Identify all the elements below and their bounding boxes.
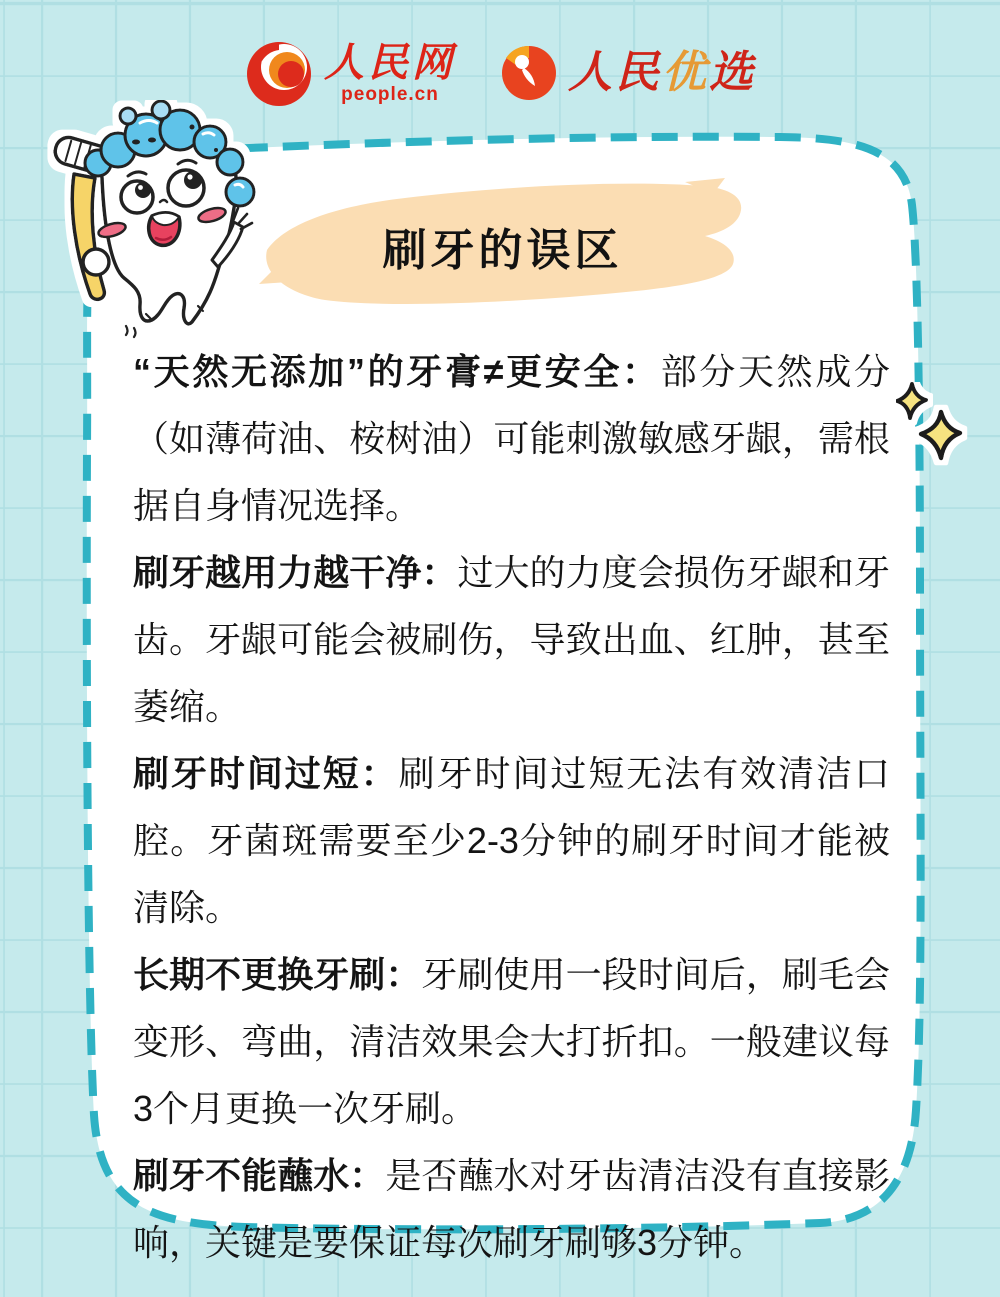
- content-text: [133, 338, 890, 1276]
- myth-item-4-lead: 长期不更换牙刷：: [133, 954, 422, 995]
- myth-item-2-lead: 刷牙越用力越干净：: [133, 552, 458, 593]
- sparkle-icon-small: [897, 384, 926, 418]
- myth-item-4-body: 牙刷使用一段时间后，刷毛会变形、弯曲，清洁效果会大打折扣。一般建议每3个月更换一次牙刷。: [133, 954, 890, 1129]
- mouth: [149, 213, 180, 246]
- youxuan-text-part2: 优: [662, 48, 709, 97]
- myth-item-5-body: 是否蘸水对牙齿清洁没有直接影响，关键是要保证每次刷牙刷够3分钟。: [133, 1155, 890, 1263]
- poster-title: 刷牙的误区: [382, 226, 623, 275]
- myth-item-2: [133, 539, 890, 740]
- youxuan-text-part1: 人民: [568, 48, 662, 97]
- myth-item-1-body: 部分天然成分（如薄荷油、桉树油）可能刺激敏感牙龈，需根据自身情况选择。: [133, 351, 890, 526]
- youxuan-text-part3: 选: [709, 48, 756, 97]
- myth-item-2-body: 过大的力度会损伤牙龈和牙齿。牙龈可能会被刷伤，导致出血、红肿，甚至萎缩。: [133, 552, 890, 727]
- myth-item-1-lead: “天然无添加”的牙膏≠更安全：: [133, 351, 661, 392]
- myth-item-4: [133, 941, 890, 1142]
- myth-item-5-lead: 刷牙不能蘸水：: [133, 1155, 386, 1196]
- myth-item-1: [133, 338, 890, 539]
- myth-item-3-lead: 刷牙时间过短：: [133, 753, 399, 794]
- people-cn-logo-subtext: people.cn: [341, 83, 439, 105]
- people-cn-logo-text: 人民网: [324, 40, 456, 85]
- myth-item-3: [133, 740, 890, 941]
- sparkles-decoration: [896, 382, 974, 477]
- tooth-mascot: [40, 100, 275, 340]
- fist-on-toothbrush: [83, 249, 109, 275]
- sparkle-icon-large: [921, 412, 960, 458]
- myth-item-5: [133, 1142, 890, 1276]
- title-area: [255, 172, 750, 314]
- myth-item-3-body: 刷牙时间过短无法有效清洁口腔。牙菌斑需要至少2-3分钟的刷牙时间才能被清除。: [133, 753, 890, 928]
